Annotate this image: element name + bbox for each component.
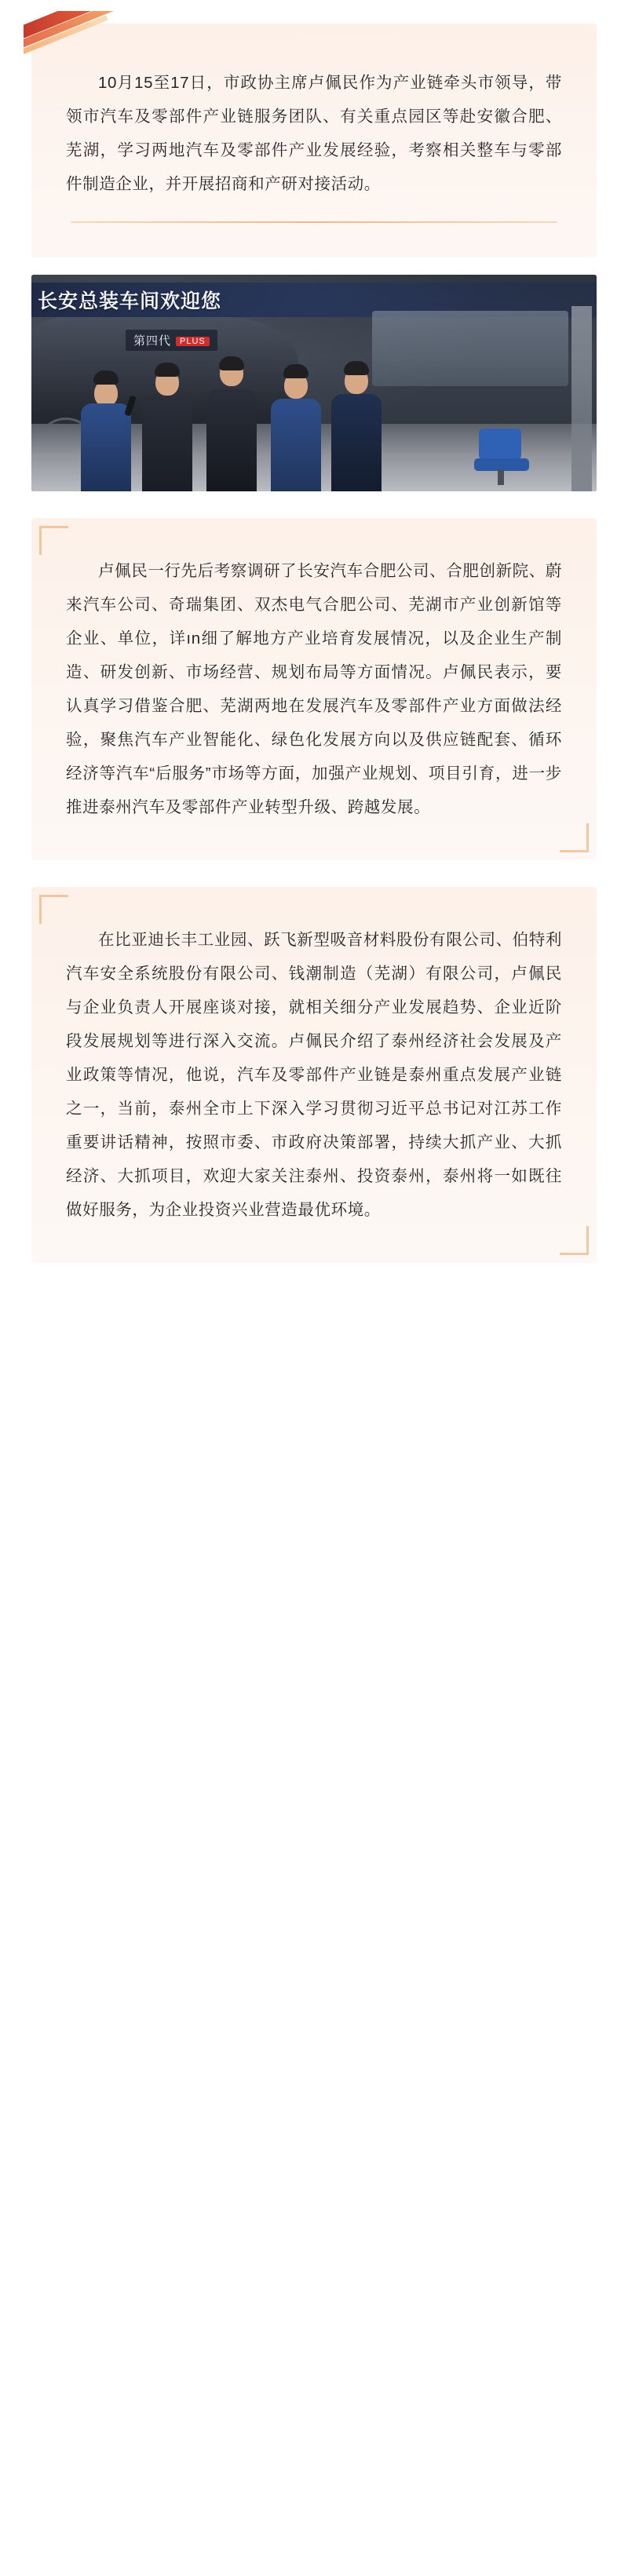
person-2 xyxy=(140,366,195,491)
article-block-1 xyxy=(31,24,597,257)
corner-ornament-top-left-icon xyxy=(39,895,68,924)
paragraph-3: 在比亚迪长丰工业园、跃飞新型吸音材料股份有限公司、伯特利汽车安全系统股份有限公司、钱潮制造（芜湖）有限公司，卢佩民与企业负责人开展座谈对接，就相关细分产业发展趋势、企业近阶段发展规划等进行深入交流。卢佩民介绍了泰州经济社会发展及产业政策等情况，他说，汽车及零部件产业链是泰州重点发展产业链之一，当前，泰州全市上下深入学习贯彻习近平总书记对江苏工作重要讲话精神，按照市委、市政府决策部署，持续大抓产业、大抓经济、大抓项目，欢迎大家关注泰州、投资泰州，泰州将一如既往做好服务，为企业投资兴业营造最优环境。 xyxy=(66,931,562,1219)
workshop-banner-text: 长安总装车间欢迎您 xyxy=(38,290,222,312)
divider-rule xyxy=(71,221,557,223)
article-block-3 xyxy=(31,887,597,1263)
people-group xyxy=(78,342,487,491)
article-photo xyxy=(31,275,597,491)
pillar xyxy=(571,306,592,491)
person-3 xyxy=(203,359,261,491)
paragraph-1: 10月15至17日，市政协主席卢佩民作为产业链牵头市领导，带领市汽车及零部件产业链服务团队、有关重点园区等赴安徽合肥、芜湖，学习两地汽车及零部件产业发展经验，考察相关整车与零部件制造企业，并开展招商和产研对接活动。 xyxy=(66,74,562,193)
ribbon-decoration-icon xyxy=(24,11,141,69)
corner-ornament-bottom-right-icon xyxy=(560,823,589,852)
photo-scene xyxy=(31,275,597,491)
car-model-text: 第四代 xyxy=(133,334,172,348)
paragraph-2: 卢佩民一行先后考察调研了长安汽车合肥公司、合肥创新院、蔚来汽车公司、奇瑞集团、双杰电气合肥公司、芜湖市产业创新馆等企业、单位，详ın细了解地方产业培育发展情况，以及企业生产制造、研发创新、市场经营、规划布局等方面情况。卢佩民表示，要认真学习借鉴合肥、芜湖两地在发展汽车及零部件产业方面做法经验，聚焦汽车产业智能化、绿色化发展方向以及供应链配套、循环经济等汽车“后服务”市场等方面，加强产业规划、项目引育，进一步推进泰州汽车及零部件产业转型升级、跨越发展。 xyxy=(66,562,562,816)
person-4 xyxy=(268,367,323,491)
corner-ornament-bottom-right-icon xyxy=(560,1226,589,1255)
article-block-2 xyxy=(31,518,597,860)
article-page xyxy=(0,24,628,2576)
corner-ornament-top-left-icon xyxy=(39,526,68,555)
person-5 xyxy=(328,364,385,491)
car-model-badge: PLUS xyxy=(176,337,210,346)
person-1 xyxy=(78,374,133,491)
